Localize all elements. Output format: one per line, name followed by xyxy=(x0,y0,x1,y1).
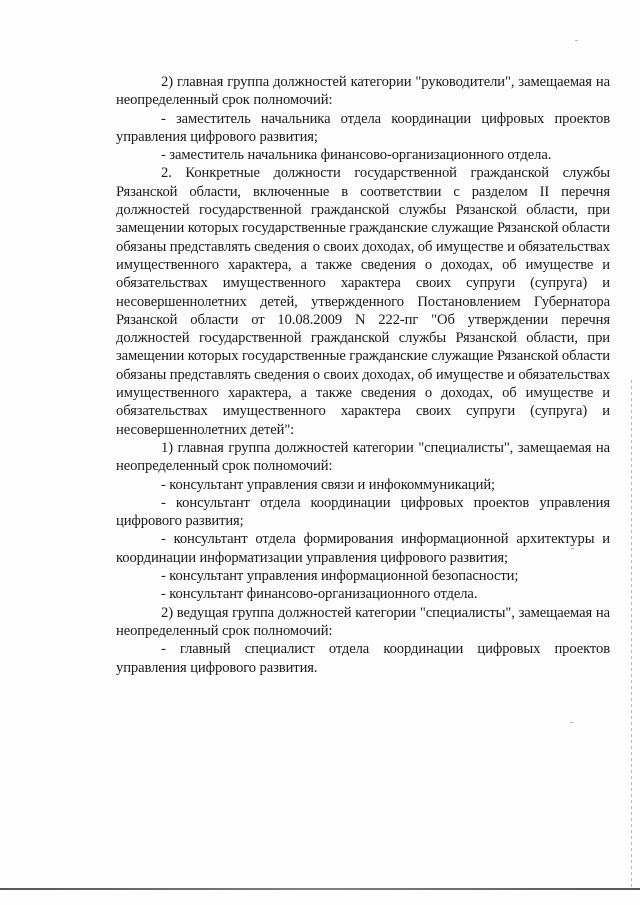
list-item-deputy-finance: - заместитель начальника финансово-организационного отдела. xyxy=(161,147,552,164)
list-item-consultant-communications: - консультант управления связи и инфокоммуникаций; xyxy=(161,476,496,493)
document-body xyxy=(116,73,610,677)
scan-speck xyxy=(575,40,578,41)
list-item-chief-specialist-digital-projects: - главный специалист отдела координации цифровых проектов управления цифрового развития. xyxy=(116,641,610,676)
list-item-consultant-info-architecture: - консультант отдела формирования информационной архитектуры и координации информатизации управления цифрового развития; xyxy=(116,531,610,566)
scan-speck xyxy=(570,722,573,723)
list-item-deputy-digital-projects: - заместитель начальника отдела координации цифровых проектов управления цифрового развития; xyxy=(116,110,610,145)
list-item-consultant-finance: - консультант финансово-организационного отдела. xyxy=(161,586,478,603)
paragraph-leading-specialists-group: 2) ведущая группа должностей категории "специалисты", замещаемая на неопределенный срок полномочий: xyxy=(116,604,610,639)
scan-edge-right xyxy=(631,380,632,890)
list-item-consultant-info-security: - консультант управления информационной безопасности; xyxy=(161,568,519,585)
paragraph-managers-group: 2) главная группа должностей категории "руководители", замещаемая на неопределенный срок полномочий: xyxy=(116,74,610,109)
scan-edge-bottom xyxy=(0,888,640,890)
paragraph-section-2: 2. Конкретные должности государственной гражданской службы Рязанской области, включенные в соответствии с разделом II перечня должностей государственной гражданской службы Рязанской области, при замещении которых государственные гражданские служащие Рязанской области обязаны представлять сведения о своих доходах, об имуществе и обязательствах имущественного характера, а также сведения о доходах, об имуществе и обязательствах имущественного характера своих супруги (супруга) и несовершеннолетних детей, утвержденного Постановлением Губернатора Рязанской области от 10.08.2009 N 222-пг "Об утверждении перечня должностей государственной гражданской службы Рязанской области, при замещении которых государственные гражданские служащие Рязанской области обязаны представлять сведения о своих доходах, об имуществе и обязательствах имущественного характера, а также сведения о доходах, об имуществе и обязательствах имущественного характера своих супруги (супруга) и несовершеннолетних детей": xyxy=(116,165,610,438)
list-item-consultant-digital-projects: - консультант отдела координации цифровых проектов управления цифрового развития; xyxy=(116,494,610,530)
scan-speck xyxy=(571,548,574,549)
paragraph-chief-specialists-group: 1) главная группа должностей категории "специалисты", замещаемая на неопределенный срок полномочий: xyxy=(116,439,610,475)
